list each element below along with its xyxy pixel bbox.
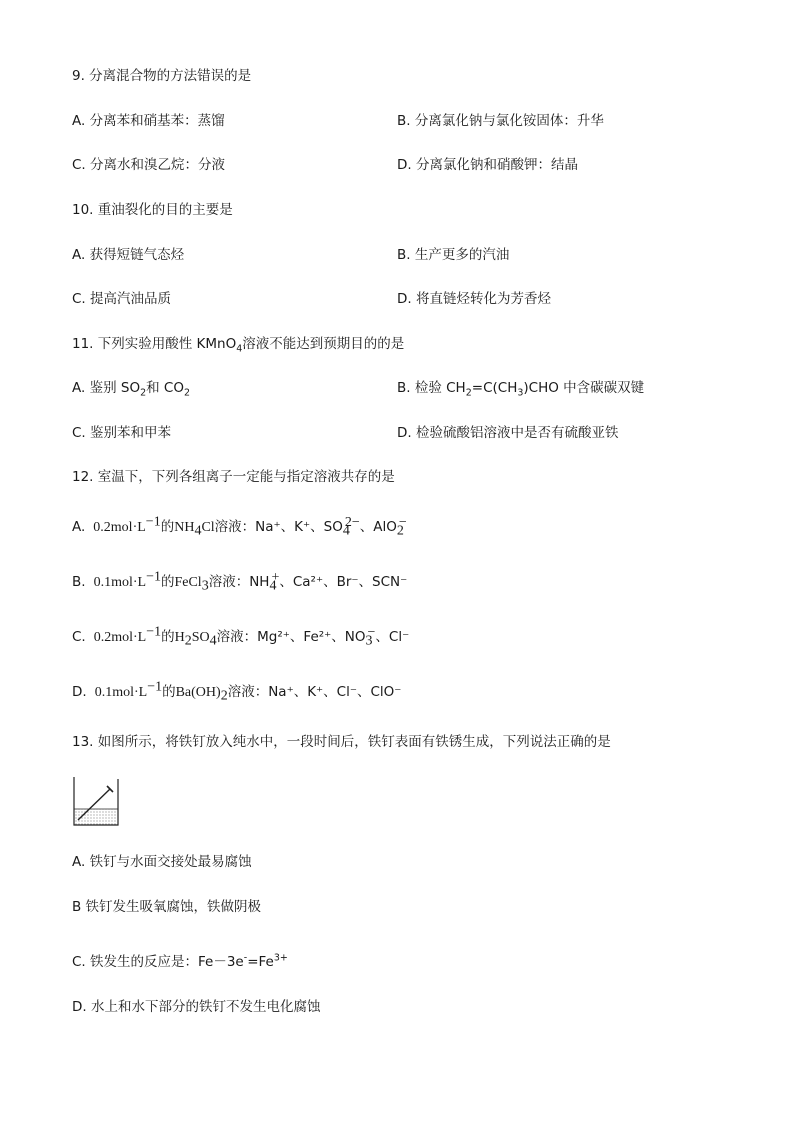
q12-b-ions: 溶液：NH: [208, 574, 270, 590]
q11-b-sub: 2: [465, 387, 472, 399]
q12-option-a: [72, 514, 407, 539]
q11-stem-post: 溶液不能达到预期目的的是: [242, 336, 405, 352]
q12-c-solute: H: [174, 630, 185, 645]
q12-a-solute-tail: Cl: [201, 520, 215, 535]
q11-a-sub1: 2: [140, 387, 147, 399]
q13-option-b: B 铁钉发生吸氧腐蚀，铁做阴极: [72, 899, 262, 915]
q12-a-alo2-sub: 2: [396, 523, 404, 539]
q12-a-ions: 溶液：Na⁺、K⁺、SO: [214, 519, 343, 535]
q9-stem: 9. 分离混合物的方法错误的是: [72, 68, 252, 84]
q13-c-pre: C. 铁发生的反应是：Fe－3e: [72, 954, 244, 970]
q11-option-b: [397, 379, 644, 397]
q12-c-ions-tail: 、Cl⁻: [375, 629, 410, 645]
q13-c-sup2: 3+: [273, 952, 288, 964]
q13-option-c: [72, 953, 288, 971]
q12-c-label: C.: [72, 629, 86, 645]
q12-option-c: [72, 624, 410, 649]
q11-b-tail: )CHO 中含碳碳双键: [523, 380, 645, 396]
q11-a-mid: 和 CO: [146, 380, 184, 396]
q12-a-solute: NH: [174, 520, 195, 535]
q11-option-a: [72, 379, 190, 397]
q12-option-d: [72, 679, 402, 704]
q12-d-solute: Ba(OH): [175, 685, 221, 700]
beaker-nail-figure: [72, 775, 122, 827]
q12-d-ions: 溶液：Na⁺、K⁺、Cl⁻、ClO⁻: [227, 684, 402, 700]
q13-c-mid: =Fe: [247, 954, 274, 970]
q12-a-so4-sup: 2−: [344, 514, 360, 530]
q12-c-ions: 溶液：Mg²⁺、Fe²⁺、NO: [216, 629, 366, 645]
q12-stem: 12. 室温下，下列各组离子一定能与指定溶液共存的是: [72, 469, 395, 485]
q12-c-conc: 0.2mol·L: [93, 630, 147, 645]
q11-a-pre: A. 鉴别 SO: [72, 380, 141, 396]
q13-option-d: D. 水上和水下部分的铁钉不发生电化腐蚀: [72, 999, 321, 1015]
q12-a-label: A.: [72, 519, 86, 535]
q12-d-label: D.: [72, 684, 87, 700]
q12-c-sup: −1: [146, 624, 162, 640]
q9-option-d: D. 分离氯化钠和硝酸钾：结晶: [397, 157, 578, 173]
q12-a-sup: −1: [145, 514, 161, 530]
q12-d-conc: 0.1mol·L: [94, 685, 148, 700]
q10-option-d: D. 将直链烃转化为芳香烃: [397, 291, 551, 307]
q9-option-a: A. 分离苯和硝基苯：蒸馏: [72, 113, 225, 129]
q12-c-solute-mid: SO: [191, 630, 210, 645]
q12-b-sup: −1: [146, 569, 161, 585]
q11-stem-pre: 11. 下列实验用酸性 KMnO: [72, 336, 237, 352]
q11-stem-sub: 4: [236, 343, 243, 355]
q12-a-ions2: 、AlO: [359, 519, 397, 535]
q12-a-so4-sub: 4: [342, 523, 350, 539]
q11-stem: [72, 335, 404, 353]
q12-c-de: 的: [161, 629, 175, 645]
q12-a-solute-sub: 4: [194, 523, 202, 539]
q10-option-c: C. 提高汽油品质: [72, 291, 172, 307]
q13-stem: 13. 如图所示，将铁钉放入纯水中，一段时间后，铁钉表面有铁锈生成，下列说法正确的是: [72, 734, 611, 750]
q12-b-ions-tail: 、Ca²⁺、Br⁻、SCN⁻: [279, 574, 408, 590]
q12-d-solute-sub: 2: [220, 688, 228, 704]
q9-option-c: C. 分离水和溴乙烷：分液: [72, 157, 226, 173]
q13-option-a: A. 铁钉与水面交接处最易腐蚀: [72, 854, 252, 870]
q11-a-sub2: 2: [183, 387, 191, 399]
q12-c-solute-sub: 2: [184, 633, 192, 649]
q12-b-solute: FeCl: [174, 575, 202, 590]
q11-b-pre: B. 检验 CH: [397, 380, 466, 396]
q12-d-de: 的: [162, 684, 176, 700]
q10-option-b: B. 生产更多的汽油: [397, 247, 510, 263]
q9-option-b: B. 分离氯化钠与氯化铵固体：升华: [397, 113, 604, 129]
q12-c-no3-sub: 3: [365, 633, 373, 649]
q11-option-c: C. 鉴别苯和甲苯: [72, 425, 172, 441]
q11-b-post: =C(CH: [471, 380, 518, 396]
q12-a-de: 的: [160, 519, 175, 535]
q12-b-nh4-sup: +: [271, 569, 280, 585]
q12-b-solute-sub: 3: [201, 578, 209, 594]
q12-b-nh4-sub: 4: [269, 578, 277, 594]
q12-d-sup: −1: [147, 679, 163, 695]
q12-c-no3-sup: −: [367, 624, 376, 640]
q12-a-conc: 0.2mol·L: [93, 520, 146, 535]
q10-stem: 10. 重油裂化的目的主要是: [72, 202, 233, 218]
q12-b-de: 的: [160, 574, 175, 590]
q12-a-alo2-sup: −: [398, 514, 407, 530]
q12-b-conc: 0.1mol·L: [93, 575, 147, 590]
q13-c-sup1: -: [243, 952, 248, 964]
q10-option-a: A. 获得短链气态烃: [72, 247, 185, 263]
q12-option-b: [72, 569, 408, 594]
q12-b-label: B.: [72, 574, 86, 590]
q12-c-solute-sub2: 4: [209, 633, 217, 649]
q11-option-d: D. 检验硫酸铝溶液中是否有硫酸亚铁: [397, 425, 619, 441]
q11-b-sub2: 3: [517, 387, 524, 399]
